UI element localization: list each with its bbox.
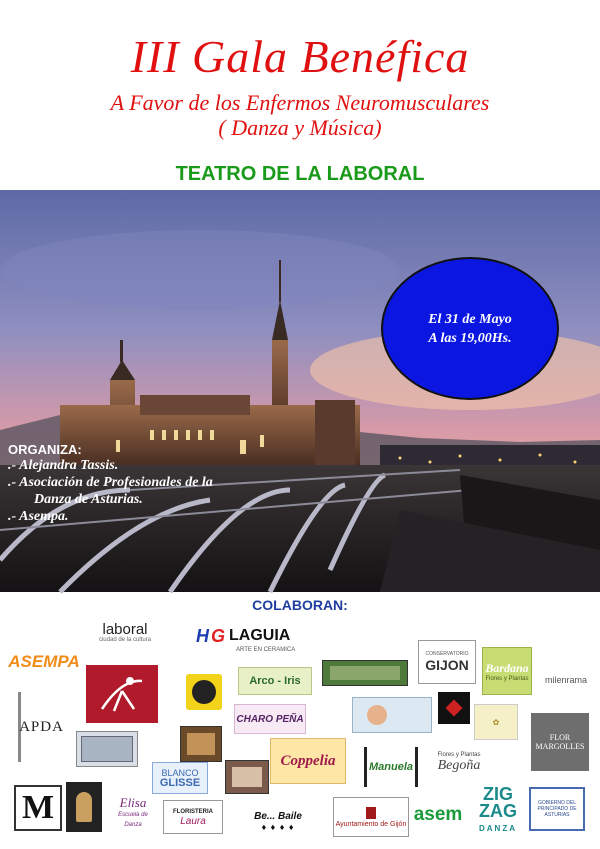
milenrama-text: milenrama xyxy=(544,675,587,685)
shop-photo-logo xyxy=(322,660,408,686)
star-icon xyxy=(446,700,463,717)
coppelia-logo xyxy=(270,738,346,784)
face-icon xyxy=(367,705,387,725)
laboral-logo xyxy=(96,620,154,644)
sponsors-label: COLABORAN: xyxy=(252,597,348,613)
asempa-logo xyxy=(8,650,80,674)
photo-studio-logo xyxy=(352,697,432,733)
danza-text: DANZA xyxy=(479,823,517,833)
elisa-dance-school-logo xyxy=(112,795,154,831)
coat-of-arms-icon xyxy=(366,807,376,819)
dancers-icon: ♦ ♦ ♦ ♦ xyxy=(261,821,295,832)
m-school-logo: M xyxy=(14,785,62,831)
gobierno-text: GOBIERNO DEL PRINCIPADO DE ASTURIAS xyxy=(537,800,577,818)
zigzag-logo xyxy=(472,785,524,837)
laguia-row: H G LAGUIA xyxy=(196,625,291,646)
laura-text: Laura xyxy=(180,816,206,827)
organizers-label: ORGANIZA: xyxy=(8,442,82,457)
charo-pena-logo xyxy=(234,704,306,734)
storefront-icon xyxy=(81,736,133,762)
venue-heading: TEATRO DE LA LABORAL xyxy=(175,163,425,185)
begona-logo xyxy=(424,744,494,782)
ayuntamiento-text: Ayuntamiento de Gijón xyxy=(335,820,407,828)
laboral-text: laboral xyxy=(102,620,148,638)
interior-photo-logo xyxy=(180,726,222,762)
storefront-logo xyxy=(76,731,138,767)
begona-text: Begoña xyxy=(437,758,481,773)
gobierno-asturias-logo xyxy=(529,787,585,831)
zag-text: ZAG xyxy=(479,800,517,821)
blanco-text: BLANCO xyxy=(161,768,199,778)
laguia-text: LAGUIA xyxy=(229,627,291,644)
ayuntamiento-gijon-logo xyxy=(333,797,409,837)
event-time: A las 19,00Hs. xyxy=(428,330,512,346)
dancer-icon xyxy=(92,669,152,719)
gijon-subtext: CONSERVATORIO xyxy=(425,651,469,657)
event-date-badge xyxy=(381,257,559,400)
blanco-glisse-logo xyxy=(152,762,208,794)
floristeria-laura-logo xyxy=(163,800,223,834)
studio-photo-logo xyxy=(225,760,269,794)
dancer-photo-logo xyxy=(66,782,102,832)
be-baile-text: Be... Baile xyxy=(254,810,302,822)
apda-text: APDA xyxy=(19,718,64,735)
studio-photo-icon xyxy=(232,767,262,787)
bardana-subtext: Flores y Plantas xyxy=(485,675,529,682)
coppelia-text: Coppelia xyxy=(280,752,336,769)
organizer-item: .- Alejandra Tassis. xyxy=(8,458,119,473)
elisa-text: Elisa xyxy=(119,795,147,810)
flor-margolles-text: FLOR MARGOLLES xyxy=(535,733,585,751)
interior-photo-icon xyxy=(187,733,215,755)
yellow-school-logo xyxy=(186,674,222,710)
flor-margolles-logo xyxy=(531,713,589,771)
arco-iris-text: Arco - Iris xyxy=(249,675,301,687)
laguia-logo xyxy=(196,624,300,654)
gala-title: III Gala Benéfica xyxy=(130,31,470,82)
bardana-logo xyxy=(482,647,532,695)
manuela-logo xyxy=(364,747,418,787)
laguia-subtext: ARTE EN CERAMICA xyxy=(236,646,296,653)
gijon-text: GIJON xyxy=(425,657,469,673)
asem-text: asem xyxy=(413,804,463,825)
apda-logo xyxy=(18,692,62,762)
alejandra-tassis-logo xyxy=(86,665,158,723)
gala-subtitle: A Favor de los Enfermos Neuromusculares xyxy=(110,90,490,115)
bardana-text: Bardana xyxy=(485,660,529,675)
be-baile-logo xyxy=(245,806,311,836)
organizer-item: Danza de Asturias. xyxy=(34,492,143,507)
organizer-item: .- Asempa. xyxy=(8,509,69,524)
arco-iris-logo xyxy=(238,667,312,695)
laboral-subtext: ciudad de la cultura xyxy=(98,636,152,643)
shop-photo-icon xyxy=(330,666,400,680)
zig-text: ZIG xyxy=(483,783,513,804)
floristeria-text: FLORISTERIA xyxy=(173,809,213,815)
glisse-text: GLISSE xyxy=(159,777,201,789)
dot-icon xyxy=(192,680,216,704)
event-date: El 31 de Mayo xyxy=(428,311,512,327)
dance-school-badge-logo xyxy=(438,692,470,724)
manuela-text: Manuela xyxy=(368,761,413,773)
organizers-block xyxy=(8,442,213,525)
begona-subtext: Flores y Plantas xyxy=(437,752,481,758)
dancer-figure-icon xyxy=(76,792,92,822)
gala-subtitle-genre: ( Danza y Música) xyxy=(218,115,382,140)
asem-logo xyxy=(410,800,466,830)
asempa-text: ASEMPA xyxy=(8,652,80,671)
milenrama-logo xyxy=(538,665,594,695)
flores-logo: ✿ xyxy=(474,704,518,740)
charo-pena-text: CHARO PEÑA xyxy=(236,713,304,725)
organizer-item: .- Asociación de Profesionales de la xyxy=(8,475,213,490)
elisa-subtext: Escuela de Danza xyxy=(118,812,148,828)
gijon-conservatory-logo xyxy=(418,640,476,684)
